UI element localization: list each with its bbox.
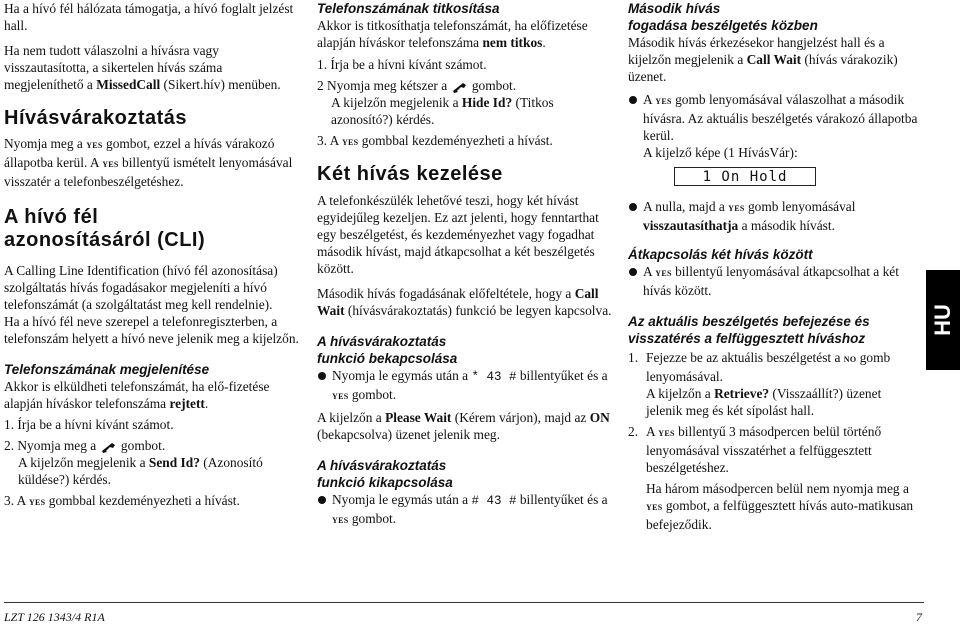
end-step-2: 2. A yes billentyű 3 másodpercen belül történő lenyomásával visszatérhet a felfüggesztett beszélgetéshez. Ha három másodpercen belül nem nyomja meg a yes gombot, a felfüggesztett hívás auto-matikusan befejeződik. [628, 424, 914, 532]
second-call-text: Második hívás érkezésekor hangjelzést hall és a kijelzőn megjelenik a Call Wait (hívás várakozik) üzenet. [628, 35, 898, 84]
show-step-2-detail: A kijelzőn megjelenik a Send Id? (Azonosító küldése?) kérdés. [18, 455, 263, 487]
footer-doc-number: LZT 126 1343/4 R1A [4, 610, 105, 624]
hide-step-2: 2 Nyomja meg kétszer a gombot. [317, 78, 517, 93]
footer-divider [4, 602, 924, 603]
call-hold-text: Nyomja meg a yes gombot, ezzel a hívás várakozó állapotba kerül. A yes billentyű ismételt lenyomásával visszatér a telefonbeszélgetéshez. [4, 136, 293, 189]
answer-second-step: A yes gomb lenyomásával válaszolhat a második hívásra. Az aktuális beszélgetés várakozó állapotba kerül. A kijelző képe (1 HívásVár): [628, 91, 920, 161]
display-lcd: 1 On Hold [674, 167, 816, 186]
heading-wait-off: A hívásvárakoztatás funkció kikapcsolása [317, 458, 453, 490]
phone-call-icon [100, 441, 118, 453]
hide-step-2-detail: A kijelzőn megjelenik a Hide Id? (Titkos azonosító?) kérdés. [331, 95, 554, 127]
heading-second-call: Második hívás fogadása beszélgetés közben [628, 1, 818, 33]
heading-show-number: Telefonszámának megjelenítése [4, 362, 210, 377]
two-calls-text-1: A telefonkészülék lehetővé teszi, hogy két hívást egyidejűleg kezeljen. Ez azt jelenti, hogy fenntarthat egy beszélgetést, és kezdeményezhet vagy fogadhat második hívást, majd átkapcsolhat a két beszélgetés között. [317, 193, 599, 276]
cli-text-1: A Calling Line Identification (hívó fél azonosítása) szolgáltatás hívás fogadásakor megjeleníti a hívó telefonszámát (a szolgáltatást meg kell rendelnie). [4, 263, 278, 312]
heading-call-hold: Hívásvárakoztatás [4, 107, 188, 129]
heading-switch-calls: Átkapcsolás két hívás között [628, 247, 813, 262]
column-right [628, 0, 920, 533]
language-tab [926, 270, 960, 370]
column-left [4, 0, 302, 511]
missed-call-text: Ha nem tudott válaszolni a hívásra vagy visszautasította, a sikertelen hívás száma megjeleníthető a MissedCall (Sikert.hív) menüben. [4, 43, 281, 92]
show-step-3: 3. A yes gombbal kezdeményezheti a hívást. [4, 493, 240, 508]
hide-number-text: Akkor is titkosíthatja telefonszámát, ha előfizetése alapján híváskor telefonszáma nem titkos. [317, 18, 588, 50]
footer-page-number: 7 [916, 610, 922, 624]
language-tab-label: HU [930, 304, 955, 336]
phone-call-icon [451, 81, 469, 93]
intro-text: Ha a hívó fél hálózata támogatja, a hívó foglalt jelzést hall. [4, 1, 294, 33]
hide-step-1: 1. Írja be a hívni kívánt számot. [317, 57, 487, 72]
two-calls-text-2: Második hívás fogadásának előfeltétele, hogy a Call Wait (hívásvárakoztatás) funkció be legyen kapcsolva. [317, 286, 612, 318]
show-step-2: 2. Nyomja meg a gombot. [4, 438, 166, 453]
column-middle [317, 0, 615, 529]
wait-on-result: A kijelzőn a Please Wait (Kérem várjon), majd az ON (bekapcsolva) üzenet jelenik meg. [317, 410, 610, 442]
heading-hide-number: Telefonszámának titkosítása [317, 1, 500, 16]
reject-second-step: A nulla, majd a yes gomb lenyomásával visszautasíthatja a második hívást. [628, 198, 920, 234]
heading-wait-on: A hívásvárakoztatás funkció bekapcsolása [317, 334, 458, 366]
show-step-1: 1. Írja be a hívni kívánt számot. [4, 417, 174, 432]
end-step-1: 1. Fejezze be az aktuális beszélgetést a no gomb lenyomásával. A kijelzőn a Retrieve? (Visszaállít?) üzenet jelenik meg és két sípolást hall. [628, 350, 891, 418]
show-number-text: Akkor is elküldheti telefonszámát, ha elő-fizetése alapján híváskor telefonszáma rejtett. [4, 379, 270, 411]
wait-on-step: Nyomja le egymás után a * 43 # billentyűket és a yes gombot. [317, 367, 615, 405]
cli-text-2: Ha a hívó fél neve szerepel a telefonregiszterben, a telefonszám helyett a hívó neve jelenik meg a kijelzőn. [4, 314, 299, 346]
heading-end-call: Az aktuális beszélgetés befejezése és visszatérés a felfüggesztett híváshoz [628, 314, 870, 346]
switch-calls-step: A yes billentyű lenyomásával átkapcsolhat a két hívás között. [628, 263, 920, 299]
wait-off-step: Nyomja le egymás után a # 43 # billentyűket és a yes gombot. [317, 491, 615, 529]
heading-cli: A hívó fél azonosításáról (CLI) [4, 206, 206, 251]
hide-step-3: 3. A yes gombbal kezdeményezheti a hívást. [317, 133, 553, 148]
heading-two-calls: Két hívás kezelése [317, 163, 503, 185]
